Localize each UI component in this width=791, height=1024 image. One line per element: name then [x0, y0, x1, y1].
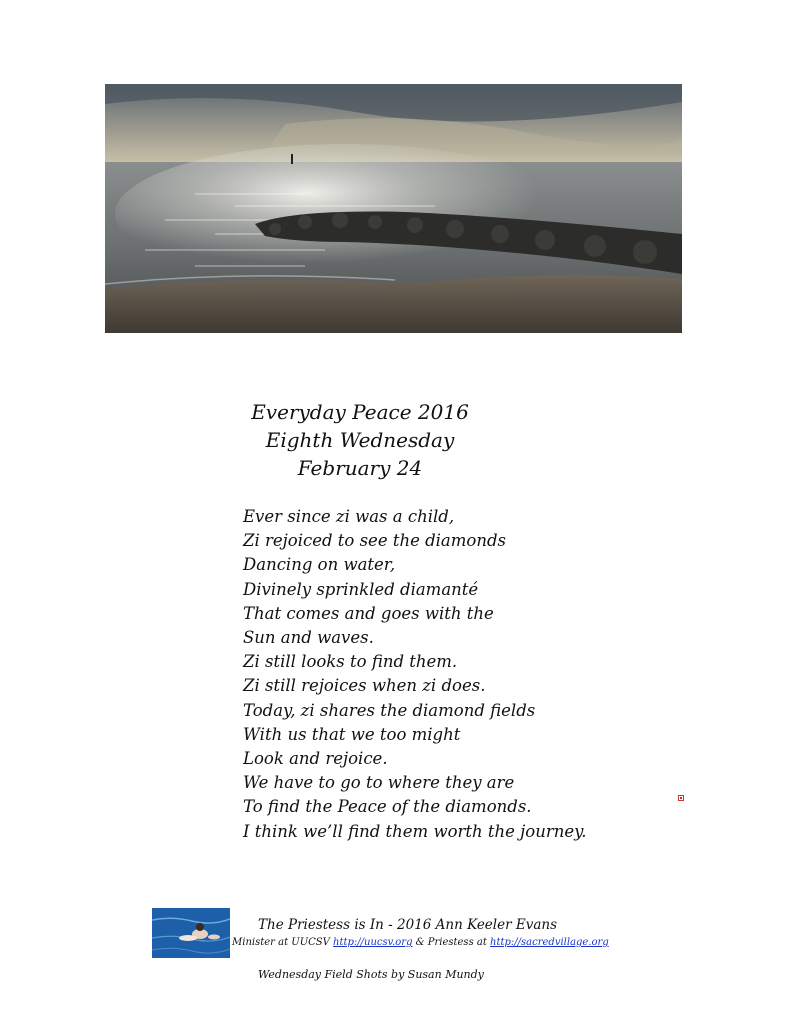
title-line-1: Everyday Peace 2016 [251, 400, 469, 424]
title-line-2: Eighth Wednesday [265, 428, 455, 452]
title-line-3-date: February 24 [297, 456, 423, 480]
poem-body [243, 505, 643, 844]
minister-prefix: Minister at UUCSV [232, 937, 334, 948]
poem-line: Zi still looks to find them. [243, 652, 458, 672]
poem-line: With us that we too might [243, 724, 461, 744]
credit-title: The Priestess is In - 2016 Ann Keeler Evans [258, 917, 558, 933]
poem-line: Today, zi shares the diamond fields [243, 700, 536, 720]
poem-line: I think we’ll find them worth the journey. [243, 821, 587, 841]
uucsv-link[interactable]: http://uucsv.org [333, 937, 413, 948]
author-swimming-photo [152, 908, 230, 958]
annotation-marker-icon[interactable] [678, 795, 684, 801]
poem-line: That comes and goes with the [243, 603, 494, 623]
poem-line: Sun and waves. [243, 628, 374, 648]
poem-line: We have to go to where they are [243, 773, 515, 793]
priestess-prefix: & Priestess at [412, 937, 491, 948]
poem-line: Divinely sprinkled diamanté [243, 579, 479, 599]
poem-line: Dancing on water, [243, 555, 396, 575]
swimmer-illustration [152, 908, 230, 958]
seascape-illustration [105, 84, 682, 333]
credit-affiliations [232, 937, 632, 948]
sacredvillage-link[interactable]: http://sacredvillage.org [490, 937, 609, 948]
hero-photo-seascape [105, 84, 682, 333]
poem-line: Ever since zi was a child, [243, 507, 455, 526]
document-title-block [200, 398, 520, 482]
poem-line: Zi rejoiced to see the diamonds [243, 531, 507, 551]
photo-credit: Wednesday Field Shots by Susan Mundy [258, 968, 484, 981]
poem-line: Zi still rejoices when zi does. [243, 676, 486, 696]
poem-line: Look and rejoice. [243, 749, 388, 769]
poem-line: To find the Peace of the diamonds. [243, 797, 532, 817]
